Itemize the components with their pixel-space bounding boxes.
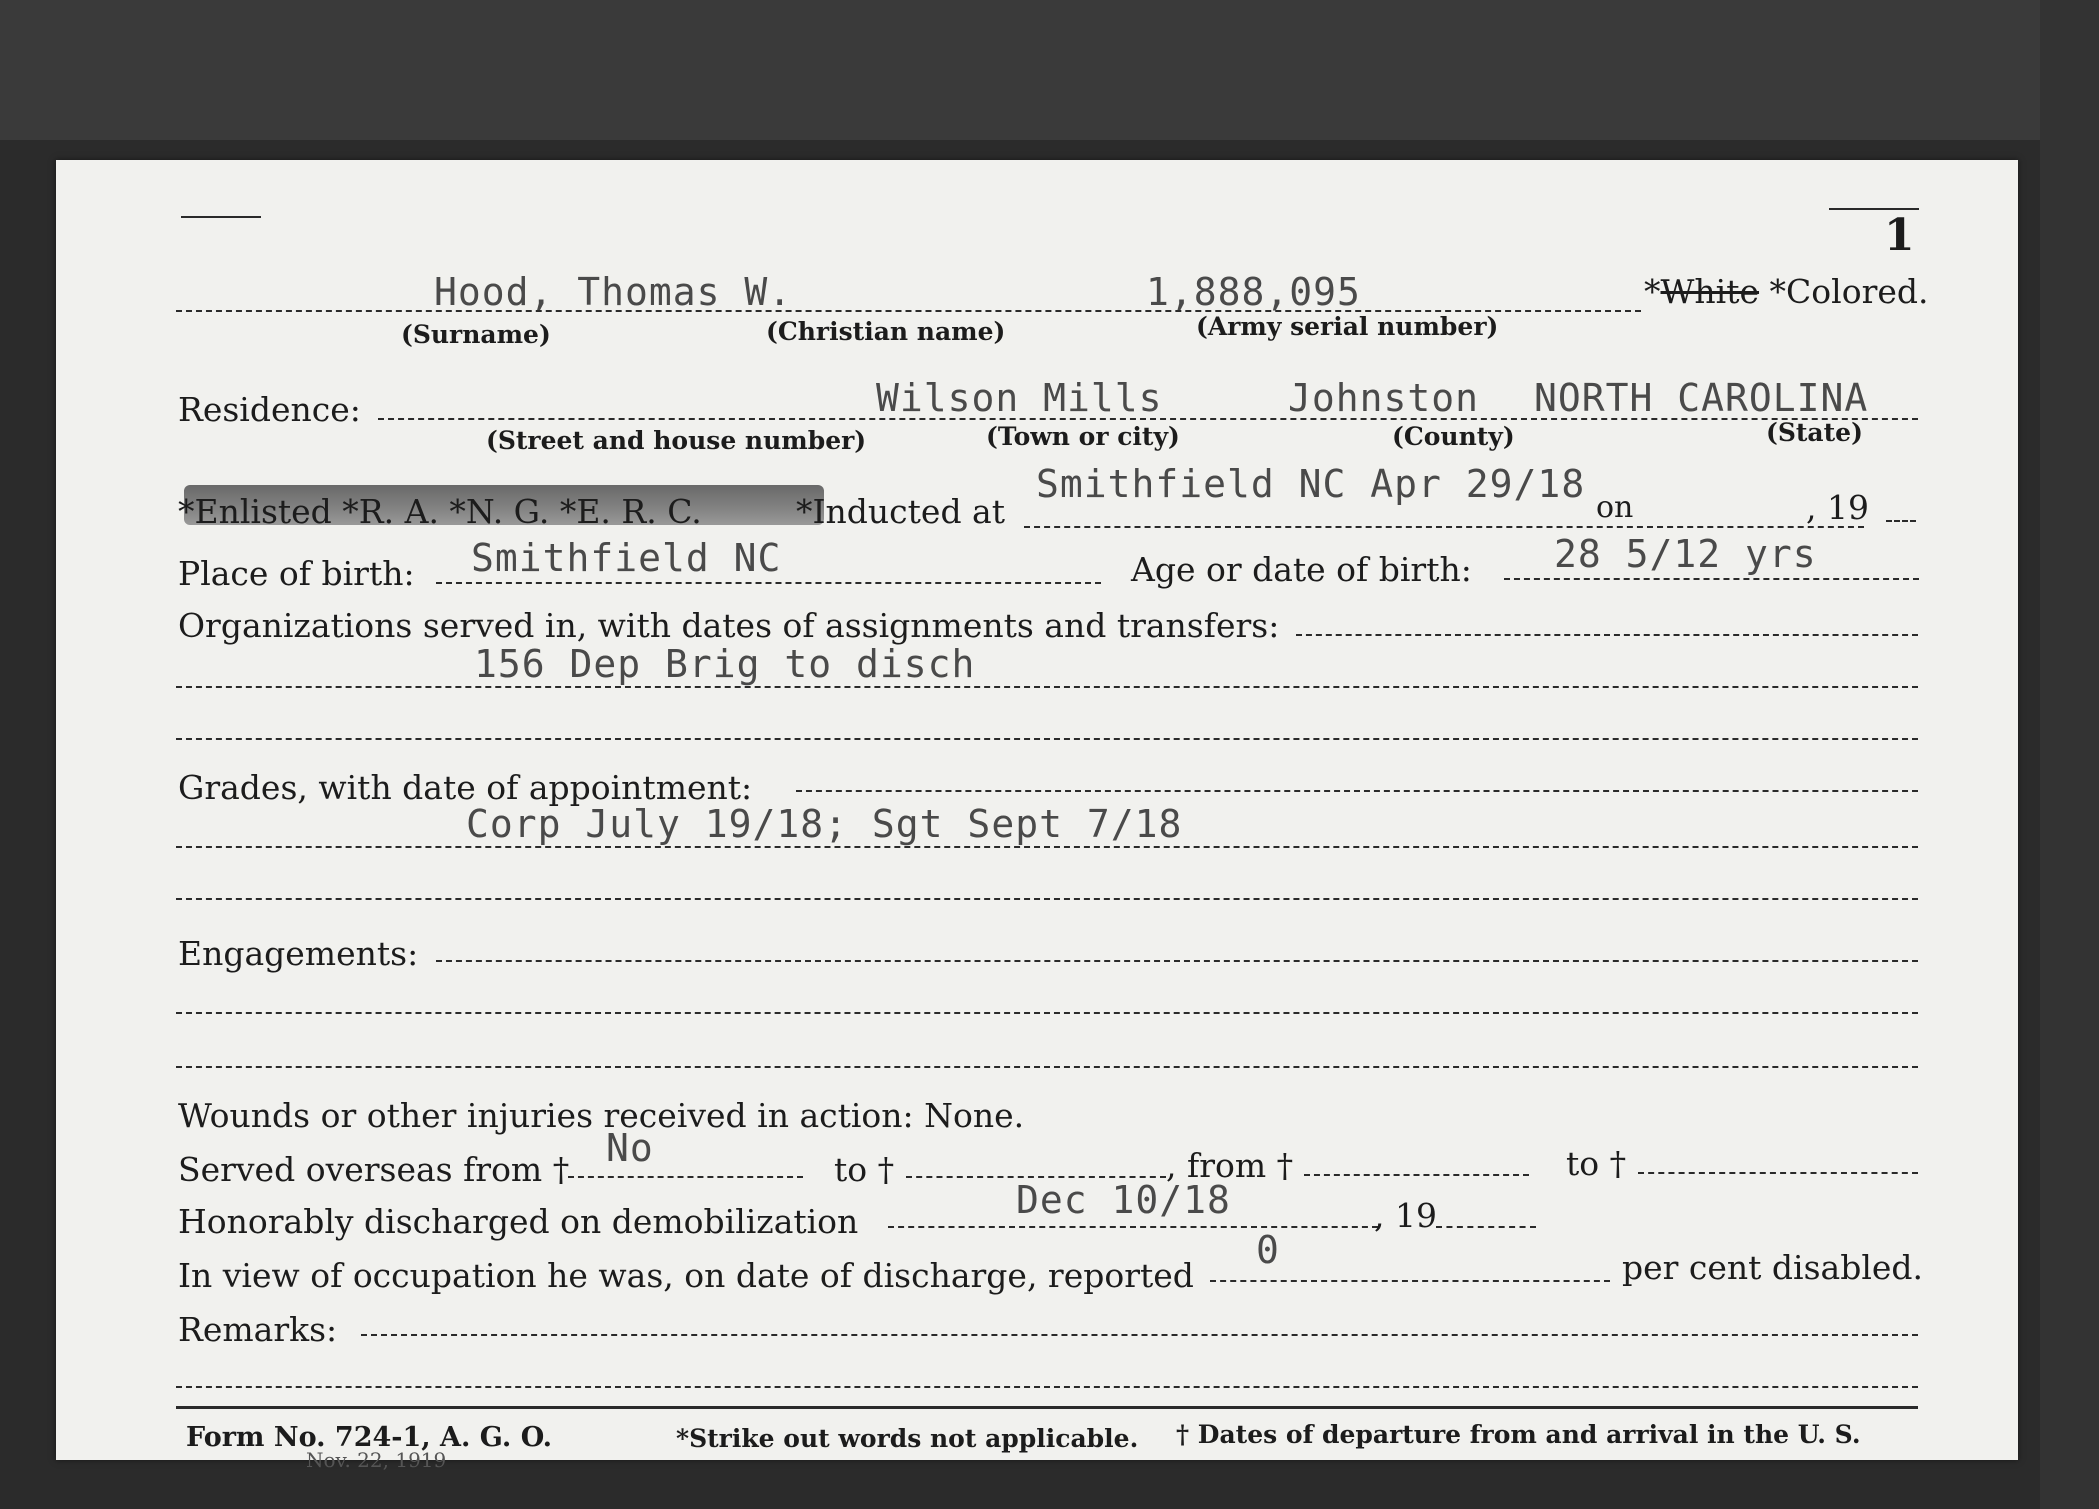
overseas-label: Served overseas from † <box>178 1150 570 1189</box>
form-date: Nov. 22, 1919 <box>306 1448 447 1472</box>
street-caption: (Street and house number) <box>486 426 867 455</box>
scan-background-top <box>0 0 2099 140</box>
disability-label: In view of occupation he was, on date of discharge, reported <box>178 1256 1194 1295</box>
surname-caption: (Surname) <box>401 320 551 349</box>
grades-line-1 <box>796 790 1918 792</box>
organizations-line-1 <box>1296 634 1918 636</box>
engagements-line-1 <box>436 960 1918 962</box>
organizations-line-3 <box>176 738 1918 740</box>
county-caption: (County) <box>1392 422 1515 451</box>
organizations-line-2 <box>176 686 1918 688</box>
serial-number-value: 1,888,095 <box>1146 270 1361 314</box>
page-number: 1 <box>1884 210 1915 261</box>
inducted-value: Smithfield NC Apr 29/18 <box>1036 462 1586 506</box>
engagements-line-2 <box>176 1012 1918 1014</box>
inducted-label: *Inducted at <box>796 492 1005 531</box>
overseas-from2-label: , from † <box>1166 1146 1294 1185</box>
race-options: *White *Colored. <box>1644 272 1929 311</box>
footer-rule <box>176 1406 1918 1409</box>
grades-label: Grades, with date of appointment: <box>178 768 753 807</box>
residence-label: Residence: <box>178 390 361 429</box>
christian-name-caption: (Christian name) <box>766 317 1006 346</box>
residence-state: NORTH CAROLINA <box>1534 376 1869 420</box>
engagements-label: Engagements: <box>178 934 419 973</box>
top-left-rule <box>181 216 261 218</box>
remarks-label: Remarks: <box>178 1310 338 1349</box>
discharge-value: Dec 10/18 <box>1016 1178 1231 1222</box>
inducted-year-line <box>1886 520 1916 522</box>
town-caption: (Town or city) <box>986 422 1180 451</box>
discharge-label: Honorably discharged on demobilization <box>178 1202 859 1241</box>
scan-background-right <box>2040 0 2099 1509</box>
overseas-to-label: to † <box>834 1150 895 1189</box>
age-value: 28 5/12 yrs <box>1554 532 1817 576</box>
age-label: Age or date of birth: <box>1131 550 1472 589</box>
grades-line-2 <box>176 846 1918 848</box>
engagements-line-3 <box>176 1066 1918 1068</box>
disability-value: 0 <box>1256 1228 1280 1272</box>
organizations-label: Organizations served in, with dates of assignments and transfers: <box>178 606 1280 645</box>
overseas-from-line <box>568 1176 803 1178</box>
overseas-from2-line <box>1304 1174 1529 1176</box>
age-line <box>1504 578 1919 580</box>
discharge-year-suffix: , 19 <box>1374 1196 1437 1235</box>
state-caption: (State) <box>1766 418 1863 447</box>
form-number: Form No. 724-1, A. G. O. <box>186 1422 553 1453</box>
dates-note: † Dates of departure from and arrival in the U. S. <box>1176 1420 1861 1449</box>
overseas-from-value: No <box>606 1126 654 1170</box>
serial-caption: (Army serial number) <box>1196 312 1499 341</box>
inducted-line <box>1024 526 1864 528</box>
remarks-line-2 <box>176 1386 1918 1388</box>
colored-option: Colored. <box>1786 272 1929 311</box>
wounds-label: Wounds or other injuries received in action: None. <box>178 1096 1025 1135</box>
place-of-birth-label: Place of birth: <box>178 554 415 593</box>
enlistment-options: *Enlisted *R. A. *N. G. *E. R. C. <box>178 492 702 531</box>
place-of-birth-line <box>436 582 1101 584</box>
residence-county: Johnston <box>1288 376 1480 420</box>
disability-line <box>1210 1280 1610 1282</box>
remarks-line-1 <box>361 1334 1918 1336</box>
overseas-to2-line <box>1638 1172 1918 1174</box>
grades-value: Corp July 19/18; Sgt Sept 7/18 <box>466 802 1183 846</box>
service-record-card <box>56 160 2018 1472</box>
grades-line-3 <box>176 898 1918 900</box>
strike-note: *Strike out words not applicable. <box>676 1424 1139 1453</box>
place-of-birth-value: Smithfield NC <box>471 536 782 580</box>
white-option: White <box>1660 272 1760 311</box>
inducted-year-suffix: , 19 <box>1806 488 1869 527</box>
discharge-line <box>888 1226 1378 1228</box>
residence-town: Wilson Mills <box>876 376 1163 420</box>
overseas-to2-label: to † <box>1566 1144 1627 1183</box>
disability-suffix: per cent disabled. <box>1622 1248 1924 1287</box>
name-value: Hood, Thomas W. <box>434 270 793 314</box>
on-label: on <box>1596 490 1634 525</box>
discharge-year-line <box>1436 1226 1536 1228</box>
organizations-value: 156 Dep Brig to disch <box>474 642 976 686</box>
